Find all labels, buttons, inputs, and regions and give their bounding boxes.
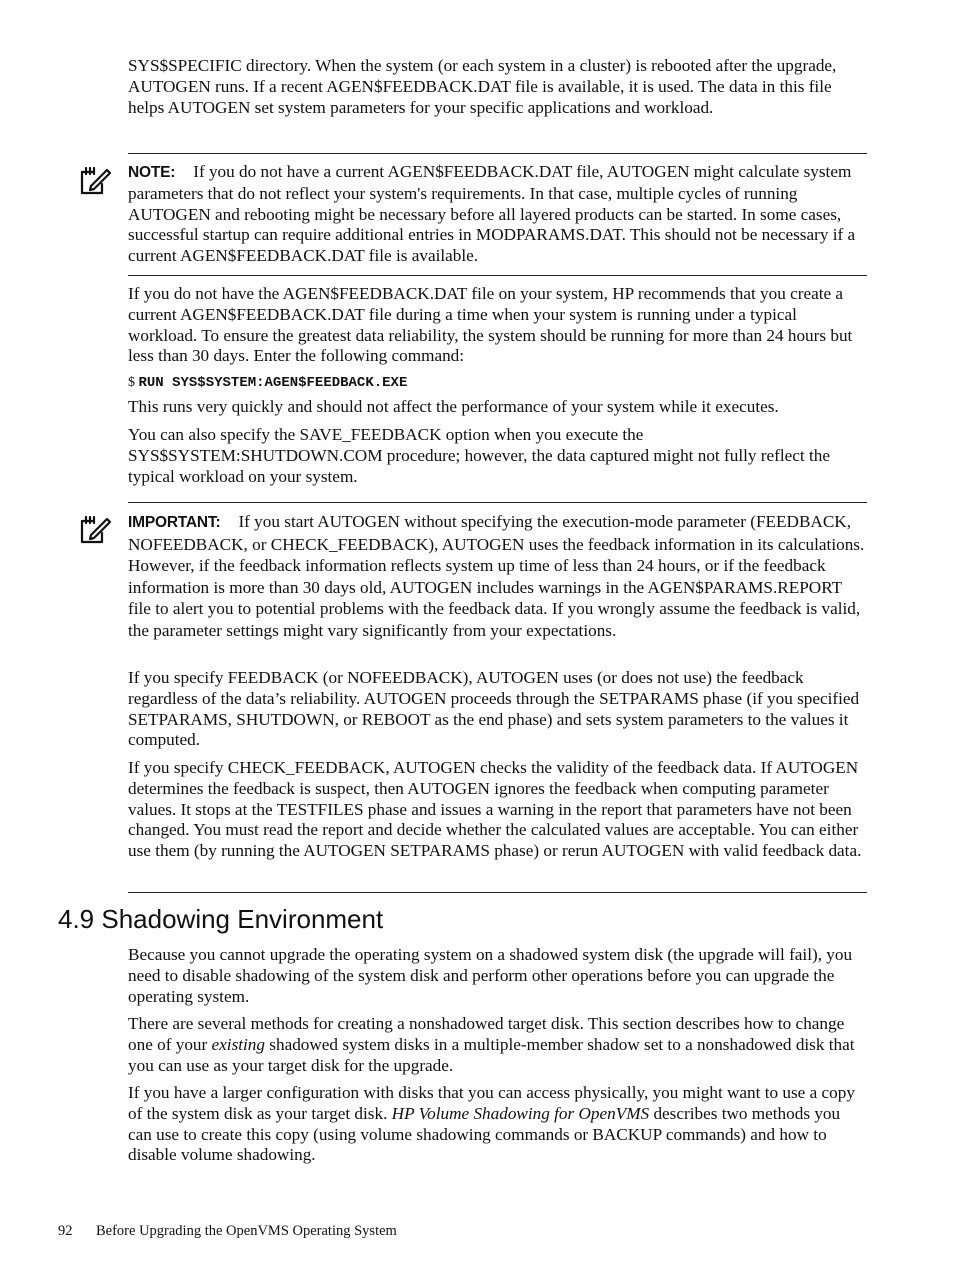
command-text: RUN SYS$SYSTEM:AGEN$FEEDBACK.EXE	[138, 375, 408, 391]
note-top-rule	[128, 153, 867, 154]
note-bottom-rule	[128, 275, 867, 276]
note-pencil-icon	[78, 164, 112, 196]
check-feedback-paragraph: If you specify CHECK_FEEDBACK, AUTOGEN checks the validity of the feedback data. If AUTOGEN determines the feedback is suspect, then AUTOGEN ignores the feedback when computing parameter values. It stops at the TESTFILES phase and issues a warning in the report that parameters have not been changed. You must read the report and decide whether the calculated values are acceptable. You can either use them (by running the AUTOGEN SETPARAMS phase) or rerun AUTOGEN with valid feedback data.	[128, 758, 862, 861]
feedback-paragraph: If you specify FEEDBACK (or NOFEEDBACK), AUTOGEN uses (or does not use) the feedback regardless of the data’s reliability. AUTOGEN proceeds through the SETPARAMS phase (if you specified SETPARAMS, SHUTDOWN, or REBOOT as the end phase) and sets system parameters to the values it computed.	[128, 668, 860, 750]
shadowing-paragraph-2-start: There are several methods for creating a nonshadowed target disk. This section describes how to change one of your	[128, 1014, 845, 1054]
shadowing-paragraph-2	[128, 1014, 868, 1076]
save-feedback-paragraph: You can also specify the SAVE_FEEDBACK option when you execute the SYS$SYSTEM:SHUTDOWN.COM procedure; however, the data captured might not fully reflect the typical workload on your system.	[128, 425, 830, 486]
intro-paragraph: SYS$SPECIFIC directory. When the system (or each system in a cluster) is rebooted after the upgrade, AUTOGEN runs. If a recent AGEN$FEEDBACK.DAT file is available, it is used. The data in this file helps AUTOGEN set system parameters for your specific applications and workload.	[128, 56, 837, 117]
runs-quickly-paragraph: This runs very quickly and should not affect the performance of your system while it executes.	[128, 397, 779, 416]
page-footer	[58, 1222, 397, 1240]
shadowing-paragraph-1: Because you cannot upgrade the operating system on a shadowed system disk (the upgrade will fail), you need to disable shadowing of the system disk and perform other operations before you can upgrade the operating system.	[128, 945, 853, 1006]
shadowing-paragraph-3	[128, 1083, 868, 1166]
recommend-paragraph: If you do not have the AGEN$FEEDBACK.DAT file on your system, HP recommends that you create a current AGEN$FEEDBACK.DAT file during a time when your system is running under a typical workload. To ensure the greatest data reliability, the system should be running for more than 24 hours but less than 30 days. Enter the following command:	[128, 284, 853, 366]
book-title-reference: HP Volume Shadowing for OpenVMS	[391, 1103, 650, 1123]
important-label: IMPORTANT:	[128, 514, 221, 531]
note-paragraph	[128, 162, 868, 267]
important-paragraph	[128, 511, 868, 642]
shadowing-paragraph-3-start: If you have a larger configuration with disks that you can access physically, you might want to use a copy of the system disk as your target disk.	[128, 1083, 855, 1123]
footer-title: Before Upgrading the OpenVMS Operating System	[96, 1223, 397, 1239]
page-number: 92	[58, 1223, 73, 1239]
note-label: NOTE:	[128, 164, 176, 181]
important-top-rule	[128, 502, 867, 503]
important-text: If you start AUTOGEN without specifying the execution-mode parameter (FEEDBACK, NOFEEDBACK, or CHECK_FEEDBACK), AUTOGEN uses the feedback information in its calculations. However, if the feedback information reflects system up time of less than 24 hours, or if the feedback information is more than 30 days old, AUTOGEN includes warnings in the AGEN$PARAMS.REPORT file to alert you to potential problems with the feedback data. If you wrongly assume the feedback is valid, the parameter settings might vary significantly from your expectations.	[128, 512, 865, 640]
shadowing-paragraph-3-end: describes two methods you can use to create this copy (using volume shadowing commands or BACKUP commands) and how to disable volume shadowing.	[128, 1103, 841, 1165]
existing-emphasis: existing	[211, 1034, 265, 1054]
note-text: If you do not have a current AGEN$FEEDBACK.DAT file, AUTOGEN might calculate system parameters that do not reflect your system's requirements. In that case, multiple cycles of running AUTOGEN and rebooting might be necessary before all layered products can be started. In some cases, successful startup can require additional entries in MODPARAMS.DAT. This should not be necessary if a current AGEN$FEEDBACK.DAT file is available.	[128, 162, 856, 266]
command-line	[128, 374, 407, 392]
important-bottom-rule	[128, 892, 867, 893]
important-pencil-icon	[78, 513, 112, 545]
shadowing-paragraph-2-end: shadowed system disks in a multiple-member shadow set to a nonshadowed disk that you can use as your target disk for the upgrade.	[128, 1034, 855, 1075]
section-heading: 4.9 Shadowing Environment	[58, 904, 384, 934]
command-prompt: $	[128, 375, 135, 390]
